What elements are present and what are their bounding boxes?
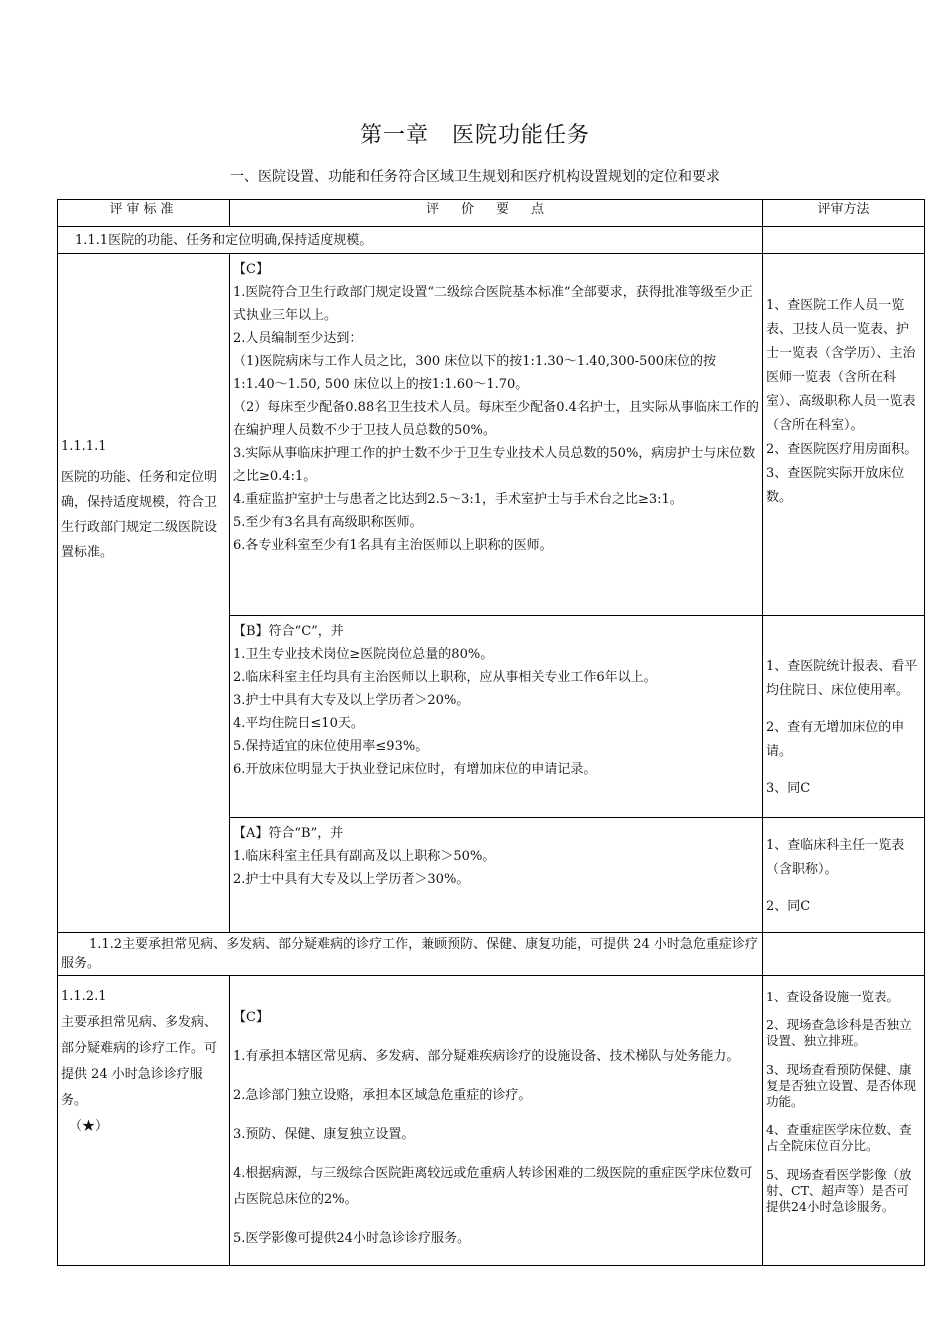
criterion-1-1-2-1 bbox=[58, 976, 230, 1266]
c-level-methods: 1、查医院工作人员一览表、卫技人员一览表、护士一览表（含学历）、主治医师一览表（含所在科室）、高级职称人员一览表（含所在科室）。 2、查医院医疗用房面积。 3、查医院实际开放床位数。 bbox=[763, 254, 925, 616]
criterion-text: 医院的功能、任务和定位明确，保持适度规模，符合卫生行政部门规定二级医院设置标准。 bbox=[61, 470, 218, 560]
criterion-code: 1.1.1.1 bbox=[61, 439, 107, 454]
header-points: 评价要点 bbox=[230, 200, 763, 227]
evaluation-table bbox=[57, 199, 925, 1266]
item-1-1-1-method-empty bbox=[763, 227, 925, 254]
a-level-points: 【A】符合“B”，并 1.临床科室主任具有副高及以上职称＞50%。 2.护士中具有大专及以上学历者＞30%。 bbox=[230, 818, 763, 933]
c2-level-methods: 1、查设备设施一览表。 2、现场查急诊科是否独立设置、独立排班。 3、现场查看预防保健、康复是否独立设置、是否体现功能。 4、查重症医学床位数、查占全院床位百分比。 5、现场查看医学影像（放射、CT、超声等）是否可提供24小时急诊服务。 bbox=[763, 976, 925, 1266]
item-row-1-1-1 bbox=[58, 227, 925, 254]
item-1-1-2-method-empty bbox=[763, 933, 925, 976]
header-criteria: 评审标准 bbox=[58, 200, 230, 227]
header-methods: 评审方法 bbox=[763, 200, 925, 227]
item-1-1-2: 1.1.2主要承担常见病、多发病、部分疑难病的诊疗工作，兼顾预防、保健、康复功能，可提供 24 小时急危重症诊疗服务。 bbox=[58, 933, 763, 976]
item-1-1-1: 1.1.1医院的功能、任务和定位明确,保持适度规模。 bbox=[58, 227, 763, 254]
table-row bbox=[58, 976, 925, 1266]
chapter-title: 第一章 医院功能任务 bbox=[359, 123, 590, 148]
a-level-methods: 1、查临床科主任一览表（含职称）。 2、同C bbox=[763, 818, 925, 933]
c-level-points: 【C】 1.医院符合卫生行政部门规定设置“二级综合医院基本标准”全部要求，获得批准等级至少正式执业三年以上。 2.人员编制至少达到： （1)医院病床与工作人员之比，300 床位以下的按1:1.30～1.40,300-500床位的按 1:1.40～1.50, 500 床位以上的按1:1.60～1.70。 （2）每床至少配备0.88名卫生技术人员。每床至少配备0.4名护士，且实际从事临床工作的在编护理人员数不少于卫技人员总数的50%。 3.实际从事临床护理工作的护士数不少于卫生专业技术人员总数的50%，病房护士与床位数之比≥0.4:1。 4.重症监护室护士与患者之比达到2.5～3:1，手术室护士与手术台之比≥3:1。 5.至少有3名具有高级职称医师。 6.各专业科室至少有1名具有主治医师以上职称的医师。 bbox=[230, 254, 763, 616]
table-header-row bbox=[58, 200, 925, 227]
table-row bbox=[58, 254, 925, 616]
item-row-1-1-2 bbox=[58, 933, 925, 976]
criterion-text: 主要承担常见病、多发病、部分疑难病的诊疗工作。可提供 24 小时急诊诊疗服务。 bbox=[61, 1015, 218, 1108]
b-level-points: 【B】符合“C”，并 1.卫生专业技术岗位≥医院岗位总量的80%。 2.临床科室主任均具有主治医师以上职称，应从事相关专业工作6年以上。 3.护士中具有大专及以上学历者＞20%。 4.平均住院日≤10天。 5.保持适宜的床位使用率≤93%。 6.开放床位明显大于执业登记床位时，有增加床位的申请记录。 bbox=[230, 616, 763, 818]
c2-level-points: 【C】 1.有承担本辖区常见病、多发病、部分疑难疾病诊疗的设施设备、技术梯队与处务能力。 2.急诊部门独立设赂，承担本区域急危重症的诊疗。 3.预防、保健、康复独立设置。 4.根据病源，与三级综合医院距离较远或危重病人转诊困难的二级医院的重症医学床位数可占医院总床位的2%。 5.医学影像可提供24小时急诊诊疗服务。 bbox=[230, 976, 763, 1266]
key-item-star: （★） bbox=[69, 1119, 109, 1134]
criterion-code: 1.1.2.1 bbox=[61, 989, 107, 1004]
criterion-1-1-1-1 bbox=[58, 254, 230, 933]
b-level-methods: 1、查医院统计报表、看平均住院日、床位使用率。 2、查有无增加床位的申请。 3、同C bbox=[763, 616, 925, 818]
section-title: 一、医院设置、功能和任务符合区域卫生规划和医疗机构设置规划的定位和要求 bbox=[230, 169, 720, 185]
